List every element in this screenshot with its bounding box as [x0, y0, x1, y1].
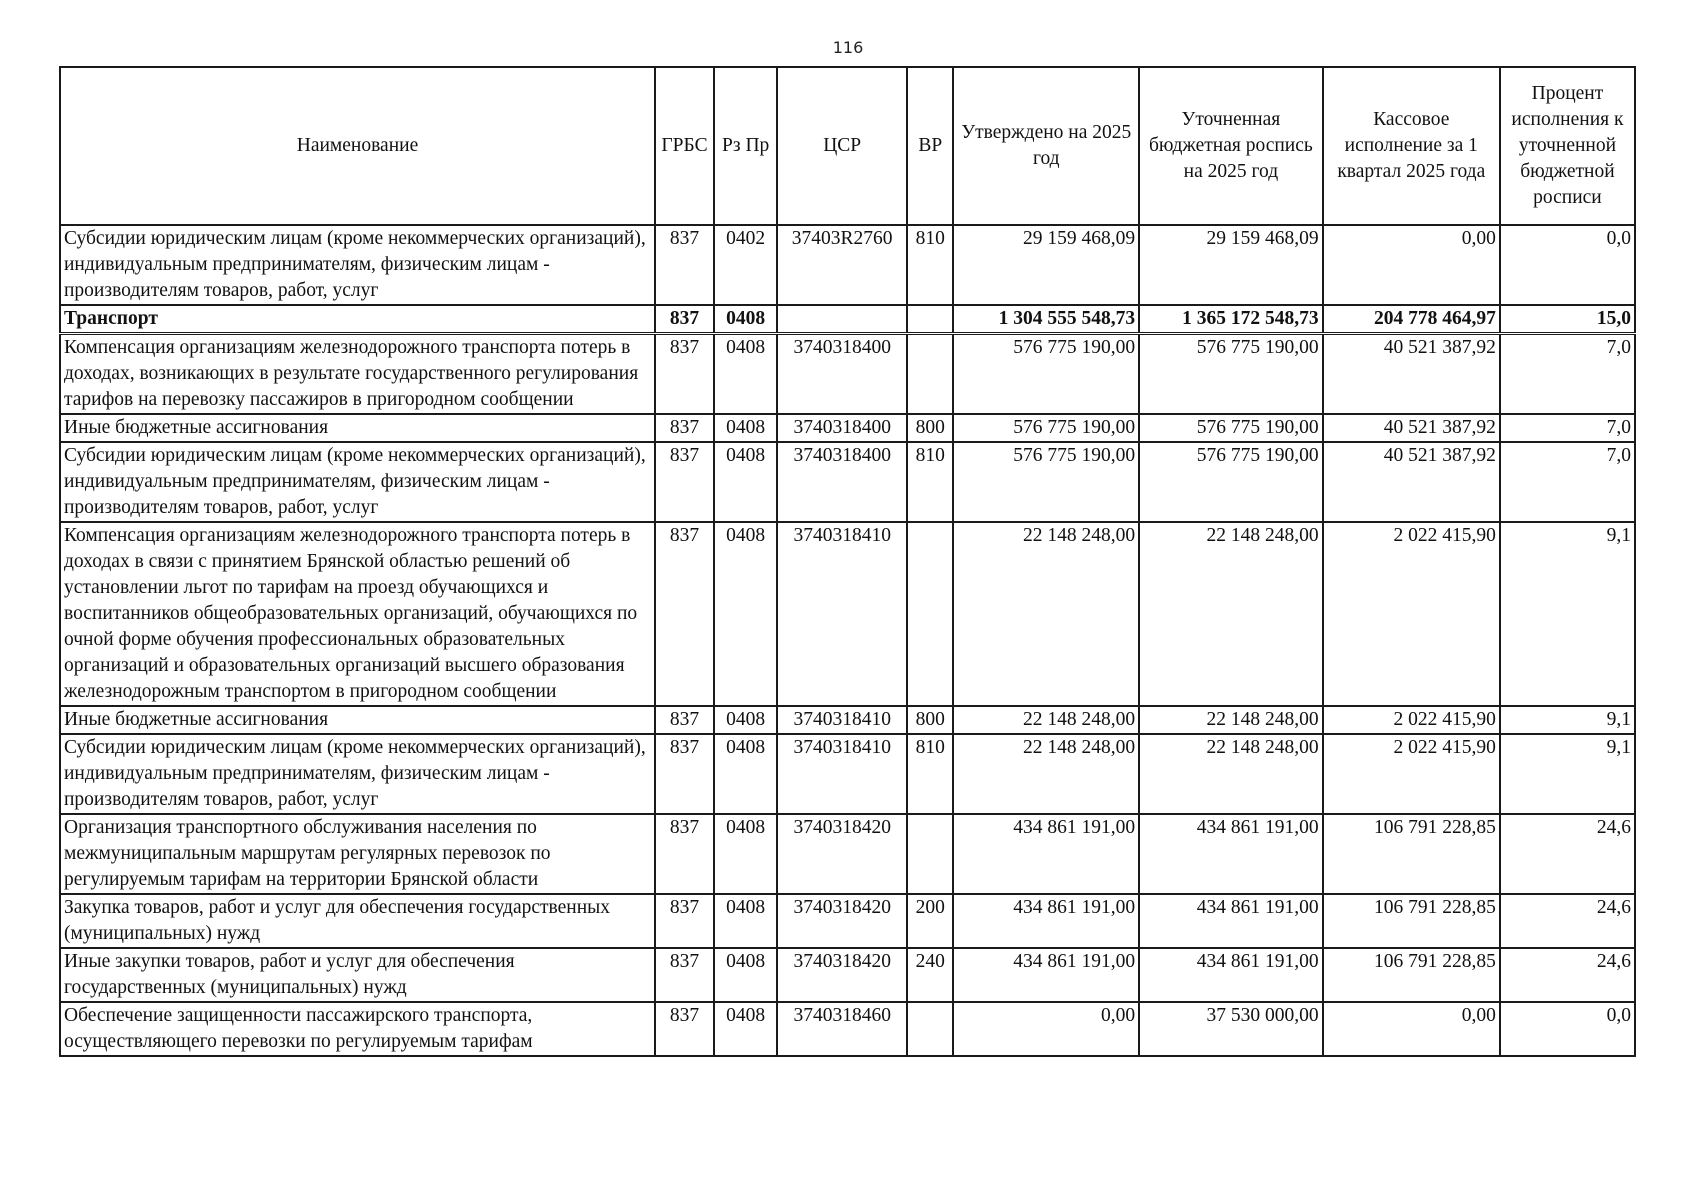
cell-percent: 9,1: [1500, 706, 1635, 734]
cell-grbs: 837: [655, 814, 714, 894]
table-row: [60, 334, 1635, 415]
cell-percent: 24,6: [1500, 894, 1635, 948]
cell-cash: 40 521 387,92: [1323, 442, 1500, 522]
cell-csr: [777, 305, 907, 334]
cell-refined: 22 148 248,00: [1139, 706, 1323, 734]
cell-refined: 576 775 190,00: [1139, 414, 1323, 442]
cell-rzpr: 0408: [714, 414, 777, 442]
cell-name: Компенсация организациям железнодорожного транспорта потерь в доходах, возникающих в результате государственного регулирования тарифов на перевозку пассажиров в пригородном сообщении: [60, 334, 655, 415]
cell-cash: 0,00: [1323, 1002, 1500, 1056]
table-row: [60, 522, 1635, 706]
cell-grbs: 837: [655, 334, 714, 415]
cell-vr: [907, 305, 953, 334]
cell-vr: [907, 814, 953, 894]
cell-vr: 810: [907, 442, 953, 522]
cell-cash: 2 022 415,90: [1323, 734, 1500, 814]
table-row: [60, 442, 1635, 522]
table-row: [60, 814, 1635, 894]
cell-refined: 576 775 190,00: [1139, 334, 1323, 415]
cell-csr: 3740318460: [777, 1002, 907, 1056]
cell-cash: 40 521 387,92: [1323, 414, 1500, 442]
cell-rzpr: 0408: [714, 442, 777, 522]
cell-refined: 576 775 190,00: [1139, 442, 1323, 522]
cell-rzpr: 0408: [714, 814, 777, 894]
table-row: [60, 305, 1635, 334]
cell-approved: 22 148 248,00: [953, 522, 1139, 706]
cell-refined: 22 148 248,00: [1139, 522, 1323, 706]
header-csr: ЦСР: [777, 67, 907, 225]
cell-cash: 106 791 228,85: [1323, 814, 1500, 894]
cell-rzpr: 0408: [714, 1002, 777, 1056]
cell-approved: 576 775 190,00: [953, 442, 1139, 522]
cell-percent: 9,1: [1500, 734, 1635, 814]
header-name: Наименование: [60, 67, 655, 225]
cell-percent: 0,0: [1500, 225, 1635, 305]
cell-grbs: 837: [655, 706, 714, 734]
cell-name: Субсидии юридическим лицам (кроме некоммерческих организаций), индивидуальным предпринимателям, физическим лицам - производителям товаров, работ, услуг: [60, 734, 655, 814]
cell-name: Субсидии юридическим лицам (кроме некоммерческих организаций), индивидуальным предпринимателям, физическим лицам - производителям товаров, работ, услуг: [60, 225, 655, 305]
cell-vr: [907, 522, 953, 706]
cell-csr: 37403R2760: [777, 225, 907, 305]
cell-vr: 810: [907, 734, 953, 814]
cell-cash: 40 521 387,92: [1323, 334, 1500, 415]
table-header-row: [60, 67, 1635, 225]
cell-csr: 3740318420: [777, 948, 907, 1002]
cell-grbs: 837: [655, 414, 714, 442]
cell-grbs: 837: [655, 442, 714, 522]
cell-percent: 9,1: [1500, 522, 1635, 706]
cell-percent: 24,6: [1500, 948, 1635, 1002]
cell-percent: 7,0: [1500, 334, 1635, 415]
cell-csr: 3740318410: [777, 734, 907, 814]
header-vr: ВР: [907, 67, 953, 225]
cell-rzpr: 0408: [714, 706, 777, 734]
table-row: [60, 948, 1635, 1002]
cell-csr: 3740318410: [777, 522, 907, 706]
budget-table: [59, 66, 1636, 1057]
table-row: [60, 734, 1635, 814]
table-body: [60, 225, 1635, 1056]
cell-csr: 3740318420: [777, 814, 907, 894]
cell-csr: 3740318420: [777, 894, 907, 948]
cell-cash: 204 778 464,97: [1323, 305, 1500, 334]
cell-rzpr: 0408: [714, 305, 777, 334]
cell-refined: 1 365 172 548,73: [1139, 305, 1323, 334]
cell-name: Иные бюджетные ассигнования: [60, 414, 655, 442]
table-row: [60, 706, 1635, 734]
cell-name: Транспорт: [60, 305, 655, 334]
cell-csr: 3740318400: [777, 442, 907, 522]
cell-name: Иные закупки товаров, работ и услуг для обеспечения государственных (муниципальных) нужд: [60, 948, 655, 1002]
cell-approved: 22 148 248,00: [953, 734, 1139, 814]
cell-name: Субсидии юридическим лицам (кроме некоммерческих организаций), индивидуальным предпринимателям, физическим лицам - производителям товаров, работ, услуг: [60, 442, 655, 522]
cell-cash: 106 791 228,85: [1323, 948, 1500, 1002]
cell-rzpr: 0408: [714, 894, 777, 948]
cell-name: Компенсация организациям железнодорожного транспорта потерь в доходах в связи с принятием Брянской областью решений об установлении льгот по тарифам на проезд обучающихся и воспитанников общеобразовательных организаций, обучающихся по очной форме обучения профессиональных образовательных организаций и образовательных организаций высшего образования железнодорожным транспортом в пригородном сообщении: [60, 522, 655, 706]
cell-cash: 2 022 415,90: [1323, 706, 1500, 734]
cell-cash: 0,00: [1323, 225, 1500, 305]
cell-percent: 7,0: [1500, 442, 1635, 522]
header-grbs: ГРБС: [655, 67, 714, 225]
cell-rzpr: 0408: [714, 522, 777, 706]
cell-name: Закупка товаров, работ и услуг для обеспечения государственных (муниципальных) нужд: [60, 894, 655, 948]
cell-csr: 3740318410: [777, 706, 907, 734]
cell-approved: 434 861 191,00: [953, 894, 1139, 948]
cell-approved: 0,00: [953, 1002, 1139, 1056]
cell-vr: 810: [907, 225, 953, 305]
cell-approved: 434 861 191,00: [953, 814, 1139, 894]
cell-percent: 7,0: [1500, 414, 1635, 442]
cell-grbs: 837: [655, 1002, 714, 1056]
cell-cash: 106 791 228,85: [1323, 894, 1500, 948]
cell-name: Иные бюджетные ассигнования: [60, 706, 655, 734]
cell-approved: 434 861 191,00: [953, 948, 1139, 1002]
cell-name: Организация транспортного обслуживания населения по межмуниципальным маршрутам регулярных перевозок по регулируемым тарифам на территории Брянской области: [60, 814, 655, 894]
cell-name: Обеспечение защищенности пассажирского транспорта, осуществляющего перевозки по регулируемым тарифам: [60, 1002, 655, 1056]
table-row: [60, 414, 1635, 442]
cell-csr: 3740318400: [777, 334, 907, 415]
cell-grbs: 837: [655, 225, 714, 305]
cell-percent: 0,0: [1500, 1002, 1635, 1056]
cell-grbs: 837: [655, 305, 714, 334]
cell-approved: 22 148 248,00: [953, 706, 1139, 734]
cell-grbs: 837: [655, 734, 714, 814]
cell-grbs: 837: [655, 522, 714, 706]
cell-rzpr: 0408: [714, 334, 777, 415]
cell-refined: 434 861 191,00: [1139, 894, 1323, 948]
table-row: [60, 894, 1635, 948]
table-row: [60, 1002, 1635, 1056]
cell-approved: 1 304 555 548,73: [953, 305, 1139, 334]
cell-vr: [907, 1002, 953, 1056]
header-refined: Уточненная бюджетная роспись на 2025 год: [1139, 67, 1323, 225]
page-number: 116: [832, 38, 864, 57]
cell-csr: 3740318400: [777, 414, 907, 442]
cell-vr: 200: [907, 894, 953, 948]
cell-vr: 800: [907, 706, 953, 734]
cell-refined: 434 861 191,00: [1139, 814, 1323, 894]
cell-refined: 37 530 000,00: [1139, 1002, 1323, 1056]
header-approved: Утверждено на 2025 год: [953, 67, 1139, 225]
header-cash: Кассовое исполнение за 1 квартал 2025 года: [1323, 67, 1500, 225]
cell-percent: 24,6: [1500, 814, 1635, 894]
cell-vr: [907, 334, 953, 415]
cell-percent: 15,0: [1500, 305, 1635, 334]
cell-cash: 2 022 415,90: [1323, 522, 1500, 706]
cell-approved: 576 775 190,00: [953, 334, 1139, 415]
cell-rzpr: 0402: [714, 225, 777, 305]
cell-grbs: 837: [655, 948, 714, 1002]
cell-vr: 240: [907, 948, 953, 1002]
header-percent: Процент исполнения к уточненной бюджетной росписи: [1500, 67, 1635, 225]
cell-refined: 22 148 248,00: [1139, 734, 1323, 814]
cell-vr: 800: [907, 414, 953, 442]
cell-refined: 29 159 468,09: [1139, 225, 1323, 305]
cell-approved: 29 159 468,09: [953, 225, 1139, 305]
cell-refined: 434 861 191,00: [1139, 948, 1323, 1002]
cell-approved: 576 775 190,00: [953, 414, 1139, 442]
table-row: [60, 225, 1635, 305]
header-rzpr: Рз Пр: [714, 67, 777, 225]
cell-grbs: 837: [655, 894, 714, 948]
cell-rzpr: 0408: [714, 734, 777, 814]
cell-rzpr: 0408: [714, 948, 777, 1002]
